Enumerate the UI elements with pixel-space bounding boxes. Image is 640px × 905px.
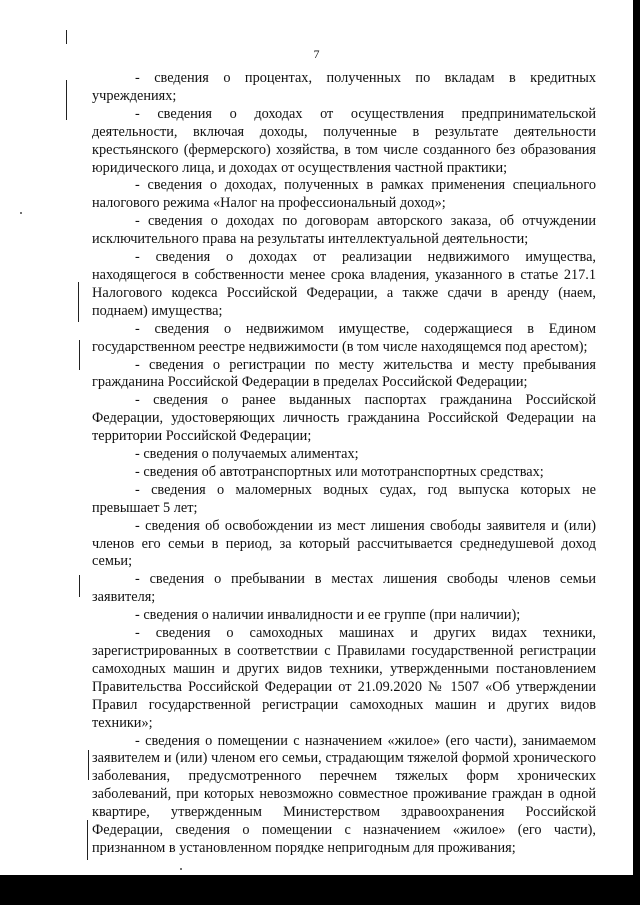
list-item: - сведения о регистрации по месту жительства и месту пребывания гражданина Российской Федерации в пределах Российской Федерации; [92, 356, 596, 391]
list-item: - сведения о доходах от реализации недвижимого имущества, находящегося в собственности менее срока владения, указанного в статье 217.1 Налогового кодекса Российской Федерации, а также сдачи в аренду (наем, поднаем) имущества; [92, 249, 596, 319]
list-item: - сведения об автотранспортных или мототранспортных средствах; [135, 463, 544, 480]
list-item: - сведения о наличии инвалидности и ее группе (при наличии); [135, 607, 521, 624]
list-item: - сведения о получаемых алиментах; [135, 446, 359, 463]
list-item: - сведения о маломерных водных судах, год выпуска которых не превышает 5 лет; [92, 481, 596, 516]
list-item: - сведения о процентах, полученных по вкладам в кредитных учреждениях; [92, 70, 596, 104]
list-item: - сведения о самоходных машинах и других видах техники, зарегистрированных в соответствии с Правилами государственной регистрации самоходных машин и других видов техники, утвержденными постановлением Правительства Российской Федерации от 21.09.2020 № 1507 «Об утверждении Правил государственной регистрации самоходных машин и других видов техники»; [92, 625, 596, 731]
list-item: - сведения о пребывании в местах лишения свободы членов семьи заявителя; [92, 571, 596, 606]
list-item: - сведения о доходах, полученных в рамках применения специального налогового режима «Налог на профессиональный доход»; [92, 177, 596, 212]
list-item: - сведения о ранее выданных паспортах гражданина Российской Федерации, удостоверяющих личность гражданина Российской Федерации на территории Российской Федерации; [92, 392, 596, 445]
list-item: - сведения о доходах от осуществления предпринимательской деятельности, включая доходы, полученные в результате деятельности крестьянского (фермерского) хозяйства, в том числе созданного без образования юридического лица, и доходах от осуществления частной практики; [92, 105, 596, 176]
list-item: - сведения о доходах по договорам авторского заказа, об отчуждении исключительного права на результаты интеллектуальной деятельности; [92, 213, 596, 248]
scan-dot [180, 868, 182, 870]
body-text [92, 70, 596, 858]
list-item: - сведения об освобождении из мест лишения свободы заявителя и (или) членов его семьи в период, за который рассчитывается среднедушевой доход семьи; [92, 517, 596, 570]
list-item: - сведения о помещении с назначением «жилое» (его части), занимаемом заявителем и (или) членом его семьи, страдающим тяжелой формой хронического заболевания, предусмотренного перечнем тяжелых форм хронических заболеваний, при которых невозможно совместное проживание граждан в одной квартире, утвержденным Министерством здравоохранения Российской Федерации, сведения о помещении с назначением «жилое» (его части), признанном в установленном порядке непригодным для проживания; [92, 732, 596, 856]
scan-dot [20, 212, 22, 214]
list-item: - сведения о недвижимом имуществе, содержащиеся в Едином государственном реестре недвижимости (в том числе находящемся под арестом); [92, 320, 596, 355]
page-number: 7 [313, 47, 320, 61]
